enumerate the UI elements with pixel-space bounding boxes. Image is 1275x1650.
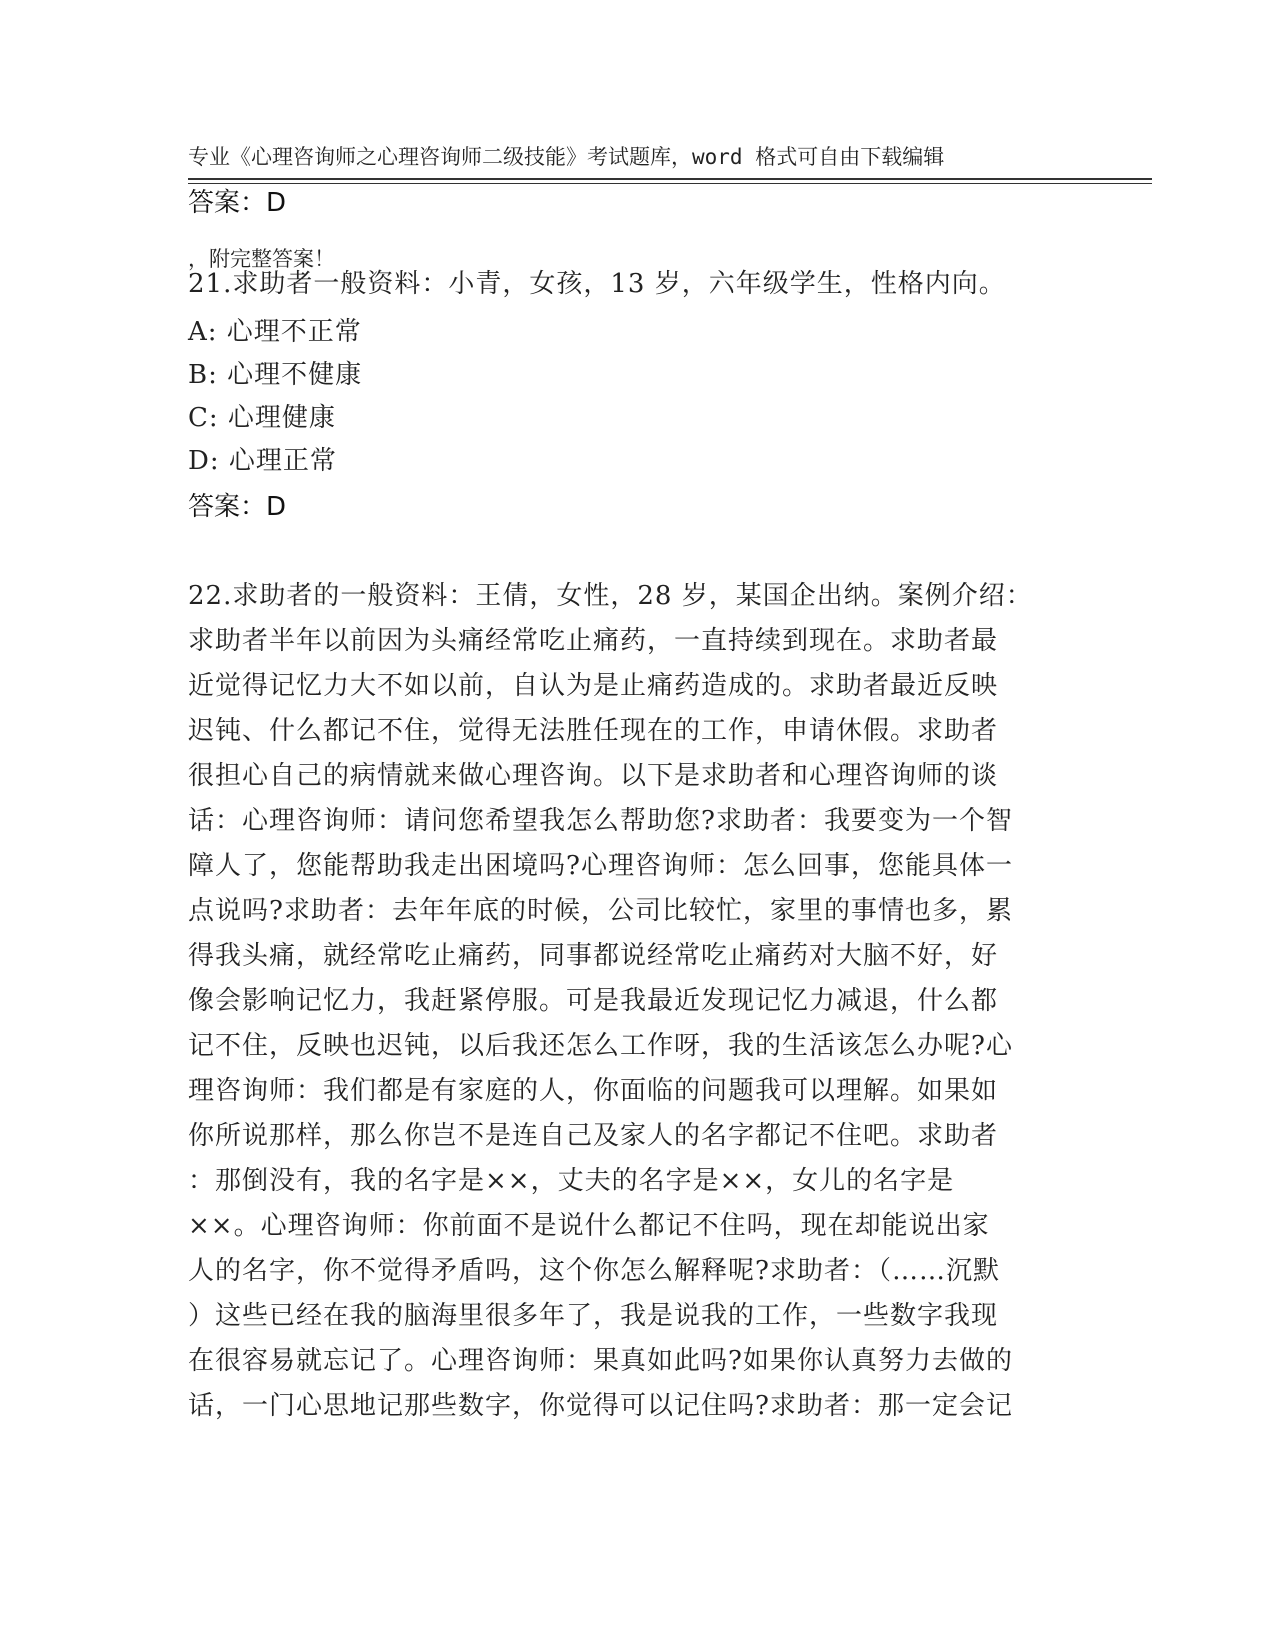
header-line-2: ，附完整答案！	[188, 247, 335, 271]
question-22-line: 话，一门心思地记那些数字，你觉得可以记住吗?求助者：那一定会记	[188, 1391, 1013, 1421]
question-22-line: 记不住，反映也迟钝，以后我还怎么工作呀，我的生活该怎么办呢?心	[188, 1031, 1013, 1061]
header-line-1: 专业《心理咨询师之心理咨询师二级技能》考试题库，word 格式可自由下载编辑	[188, 145, 945, 169]
question-22-line: 话：心理咨询师：请问您希望我怎么帮助您?求助者：我要变为一个智	[188, 806, 1013, 836]
question-22-line: 你所说那样，那么你岂不是连自己及家人的名字都记不住吧。求助者	[188, 1121, 999, 1151]
question-22-line: 人的名字，你不觉得矛盾吗，这个你怎么解释呢?求助者：（……沉默	[188, 1256, 1000, 1286]
question-22-body	[188, 574, 1068, 1429]
question-22-line: 迟钝、什么都记不住，觉得无法胜任现在的工作，申请休假。求助者	[188, 716, 999, 746]
question-22-line: ：那倒没有，我的名字是××，丈夫的名字是××，女儿的名字是	[188, 1166, 955, 1196]
question-21-stem: 21.求助者一般资料：小青，女孩，13 岁，六年级学生，性格内向。	[188, 269, 1006, 299]
header-divider-thick	[188, 178, 1152, 180]
question-22-line: 理咨询师：我们都是有家庭的人，你面临的问题我可以理解。如果如	[188, 1076, 999, 1106]
question-21-option-c: C: 心理健康	[188, 403, 336, 433]
question-22-line: 很担心自己的病情就来做心理咨询。以下是求助者和心理咨询师的谈	[188, 761, 999, 791]
question-22-line: ××。心理咨询师：你前面不是说什么都记不住吗，现在却能说出家	[188, 1211, 990, 1241]
page-header	[188, 72, 1068, 344]
question-22-line: 障人了，您能帮助我走出困境吗?心理咨询师：怎么回事，您能具体一	[188, 851, 1013, 881]
question-22-line: 像会影响记忆力，我赶紧停服。可是我最近发现记忆力减退，什么都	[188, 986, 999, 1016]
header-divider-thin	[188, 183, 1152, 184]
question-21-option-d: D: 心理正常	[188, 446, 337, 476]
question-22-line: 点说吗?求助者：去年年底的时候，公司比较忙，家里的事情也多，累	[188, 896, 1013, 926]
question-21-answer: 答案：D	[188, 492, 287, 522]
question-21-option-b: B: 心理不健康	[188, 360, 363, 390]
question-22-line: 求助者半年以前因为头痛经常吃止痛药，一直持续到现在。求助者最	[188, 626, 999, 656]
question-22-line: ）这些已经在我的脑海里很多年了，我是说我的工作，一些数字我现	[188, 1301, 999, 1331]
question-22-line: 22.求助者的一般资料：王倩，女性，28 岁，某国企出纳。案例介绍：	[188, 581, 1033, 611]
question-22-line: 近觉得记忆力大不如以前，自认为是止痛药造成的。求助者最近反映	[188, 671, 999, 701]
question-22-line: 得我头痛，就经常吃止痛药，同事都说经常吃止痛药对大脑不好，好	[188, 941, 999, 971]
question-21-option-a: A: 心理不正常	[188, 317, 362, 347]
question-22-line: 在很容易就忘记了。心理咨询师：果真如此吗?如果你认真努力去做的	[188, 1346, 1013, 1376]
previous-answer: 答案：D	[188, 188, 287, 218]
